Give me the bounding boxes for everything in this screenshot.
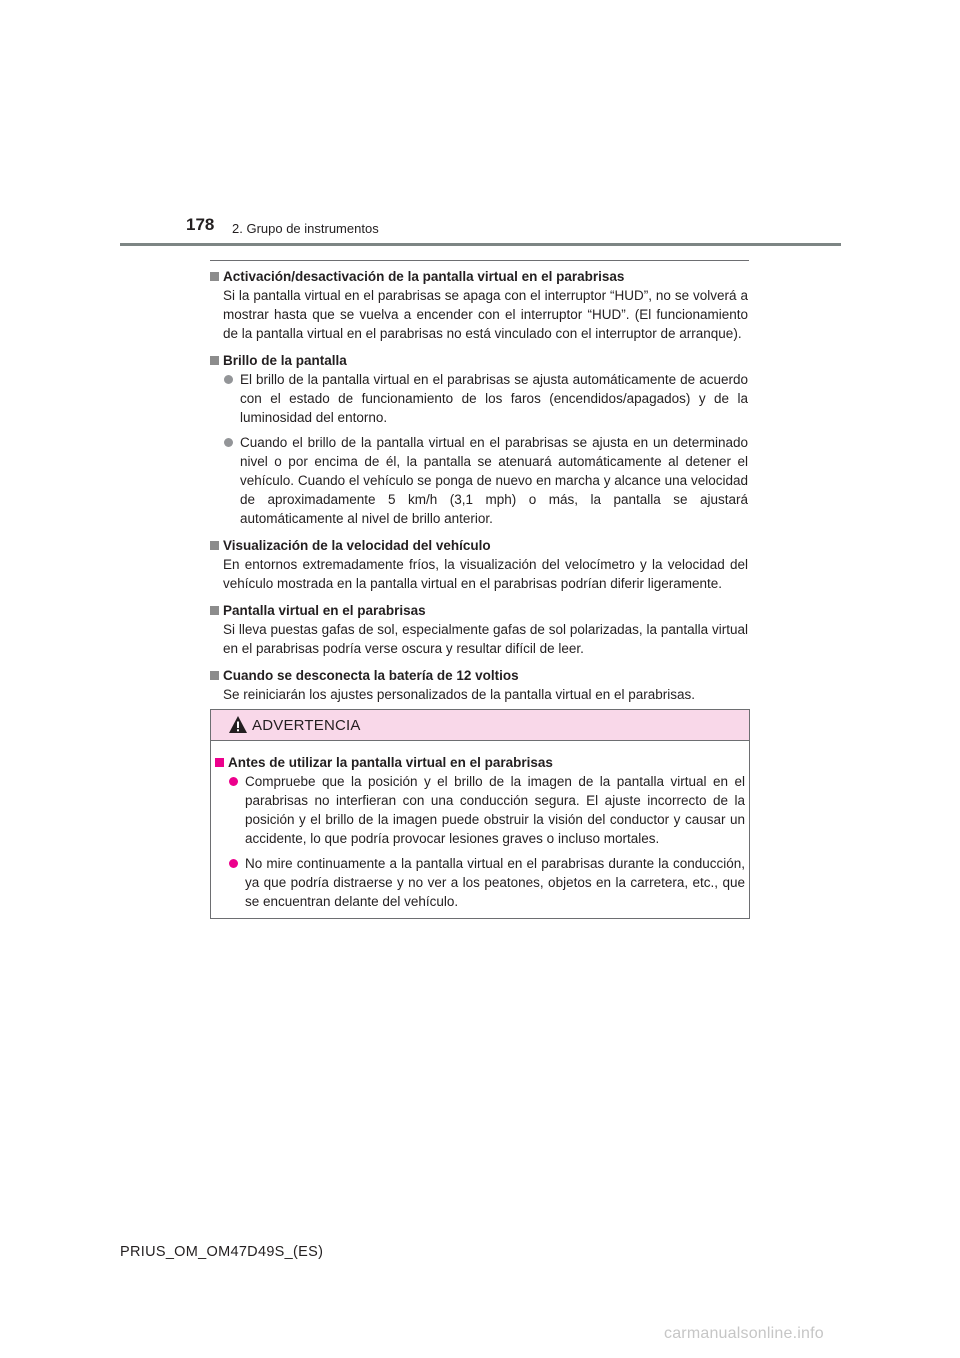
page-header [0, 0, 960, 250]
square-bullet-icon [210, 272, 219, 281]
warning-label: ADVERTENCIA [252, 717, 361, 734]
list-item: Cuando el brillo de la pantalla virtual en el parabrisas se ajusta en un determinado nivel o por encima de él, la pantalla se atenuará automáticamente al detener el vehículo. Cuando el vehículo se ponga de nuevo en marcha y alcance una velocidad de aproximadamente 5 km/h (3,1 mph) o más, la pantalla se ajustará automáticamente al nivel de brillo anterior. [210, 433, 748, 528]
warning-list-item: Compruebe que la posición y el brillo de la imagen de la pantalla virtual en el parabrisas no interfieran con una conducción segura. El ajuste incorrecto de la posición y el brillo de la imagen puede obstruir la visión del conductor y causar un accidente, lo que podría provocar lesiones graves o incluso mortales. [215, 772, 745, 848]
warning-body [211, 741, 749, 911]
paragraph: Si la pantalla virtual en el parabrisas se apaga con el interruptor “HUD”, no se volverá a mostrar hasta que se vuelva a encender con el interruptor “HUD”. (El funcionamiento de la pantalla virtual en el parabrisas no está vinculado con el interruptor de arranque). [223, 288, 748, 341]
warning-list-item: No mire continuamente a la pantalla virtual en el parabrisas durante la conducción, ya que podría distraerse y no ver a los peatones, objetos en la carretera, etc., que se encuentran delante del vehículo. [215, 854, 745, 911]
square-bullet-icon [210, 356, 219, 365]
paragraph: Se reiniciarán los ajustes personalizados de la pantalla virtual en el parabrisas. [223, 687, 696, 702]
subsection-brightness [210, 351, 748, 528]
list-item: El brillo de la pantalla virtual en el parabrisas se ajusta automáticamente de acuerdo con el estado de funcionamiento de los faros (encendidos/apagados) y de la luminosidad del entorno. [210, 370, 748, 427]
subsection-title: Visualización de la velocidad del vehículo [210, 536, 748, 555]
subsection-battery [210, 666, 748, 704]
square-bullet-icon [210, 671, 219, 680]
subsection-title: Pantalla virtual en el parabrisas [210, 601, 748, 620]
paragraph: Si lleva puestas gafas de sol, especialmente gafas de sol polarizadas, la pantalla virtual en el parabrisas podría verse oscura y resultar difícil de leer. [223, 622, 748, 656]
watermark: carmanualsonline.info [664, 1325, 824, 1342]
warning-subsection-title: Antes de utilizar la pantalla virtual en el parabrisas [215, 753, 745, 772]
warning-box [210, 709, 750, 919]
circle-bullet-icon [229, 777, 238, 786]
content-divider [210, 260, 749, 261]
subsection-title: Brillo de la pantalla [210, 351, 748, 370]
warning-triangle-icon [228, 715, 248, 734]
circle-bullet-icon [224, 438, 233, 447]
document-code: PRIUS_OM_OM47D49S_(ES) [120, 1244, 324, 1260]
section-title: 2. Grupo de instrumentos [232, 221, 379, 236]
subsection-title: Cuando se desconecta la batería de 12 voltios [210, 666, 748, 685]
subsection-title: Activación/desactivación de la pantalla virtual en el parabrisas [210, 267, 748, 286]
header-divider [120, 243, 841, 246]
circle-bullet-icon [229, 859, 238, 868]
warning-header [211, 710, 749, 741]
square-bullet-icon [210, 541, 219, 550]
subsection-hud-toggle [210, 267, 748, 343]
subsection-sunglasses [210, 601, 748, 658]
paragraph: En entornos extremadamente fríos, la visualización del velocímetro y la velocidad del vehículo mostrada en la pantalla virtual en el parabrisas podrían diferir ligeramente. [223, 557, 748, 591]
square-bullet-icon [210, 606, 219, 615]
subsection-speed-display [210, 536, 748, 593]
page-number: 178 [186, 215, 215, 234]
square-bullet-icon [215, 758, 224, 767]
circle-bullet-icon [224, 375, 233, 384]
content-body [210, 267, 748, 712]
